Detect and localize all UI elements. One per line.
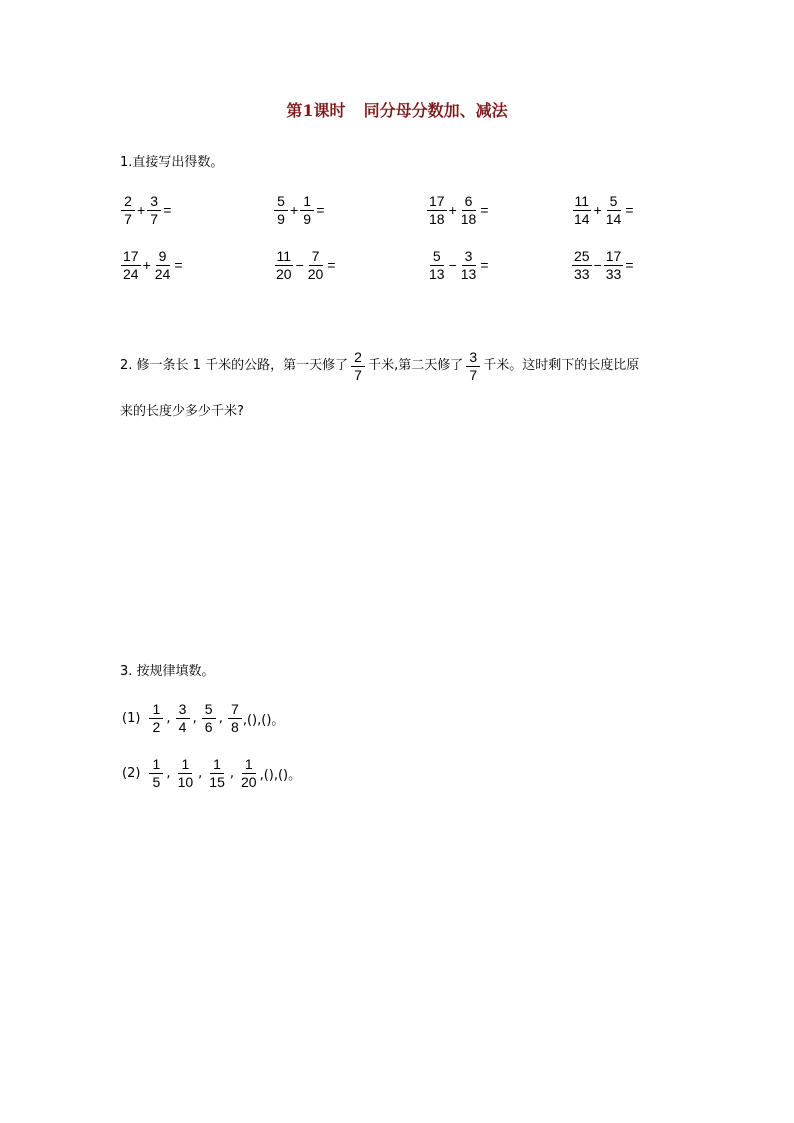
q2-problem xyxy=(120,346,639,386)
fraction-numerator: 1 xyxy=(178,756,192,774)
fraction-denominator: 13 xyxy=(460,265,477,282)
operand-fraction xyxy=(147,193,161,228)
sequence-label: (2) xyxy=(122,765,141,781)
fraction-denominator: 13 xyxy=(429,265,445,282)
q1-prompt: 1.直接写出得数。 xyxy=(120,155,224,170)
fraction-numerator: 17 xyxy=(605,247,622,264)
operand-fraction xyxy=(459,248,479,283)
sequence-fraction xyxy=(176,701,190,736)
blank-answers: ,(),()。 xyxy=(242,712,285,728)
fraction-denominator: 9 xyxy=(303,210,312,227)
q1-expression xyxy=(571,190,635,230)
equals-sign: = xyxy=(480,257,489,273)
q2-text-part2: 千米,第二天修了 xyxy=(368,358,464,373)
fraction-numerator: 1 xyxy=(210,756,224,774)
separator: , xyxy=(218,710,223,726)
sequence-fraction xyxy=(149,756,163,791)
fraction-denominator: 5 xyxy=(152,773,161,790)
fraction-numerator: 17 xyxy=(123,247,139,264)
q1-expression xyxy=(120,190,172,230)
equals-sign: = xyxy=(163,202,172,218)
fraction-denominator: 7 xyxy=(469,366,478,383)
fraction-numerator: 3 xyxy=(466,349,480,367)
fraction-numerator: 25 xyxy=(574,247,590,264)
operator-sign: + xyxy=(290,202,299,218)
fraction-numerator: 7 xyxy=(309,248,323,266)
operand-fraction xyxy=(153,248,173,283)
q3-sequence-1 xyxy=(122,698,284,738)
operand-fraction xyxy=(300,193,314,228)
q1-expression xyxy=(273,190,325,230)
operator-sign: − xyxy=(295,257,304,273)
lesson-topic: 同分母分数加、减法 xyxy=(363,101,508,120)
equals-sign: = xyxy=(174,257,183,273)
fraction-numerator: 9 xyxy=(156,248,170,266)
fraction-denominator: 24 xyxy=(154,265,171,282)
fraction-denominator: 33 xyxy=(574,265,590,282)
fraction-numerator: 2 xyxy=(121,193,135,211)
blank-answers: ,(),()。 xyxy=(259,767,302,783)
q2-text-line2: 来的长度少多少千米? xyxy=(120,404,244,419)
fraction-denominator: 2 xyxy=(152,718,161,735)
fraction-denominator: 18 xyxy=(460,210,477,227)
separator: , xyxy=(229,765,234,781)
fraction-denominator: 14 xyxy=(605,210,622,227)
addend-fraction xyxy=(572,193,592,228)
addend-fraction xyxy=(121,248,141,283)
q2-fraction-first-day xyxy=(351,349,365,384)
operator-sign: + xyxy=(142,257,151,273)
equals-sign: = xyxy=(625,202,634,218)
sequence-fraction xyxy=(207,756,227,791)
equals-sign: = xyxy=(480,202,489,218)
operator-sign: − xyxy=(448,257,457,273)
fraction-numerator: 3 xyxy=(176,701,190,719)
fraction-numerator: 3 xyxy=(462,248,476,266)
fraction-denominator: 10 xyxy=(177,773,194,790)
separator: , xyxy=(192,710,197,726)
q2-text-part1: 2. 修一条长 1 千米的公路，第一天修了 xyxy=(120,358,349,373)
q1-expression xyxy=(120,245,184,285)
sequence-fraction xyxy=(149,701,163,736)
q1-expression xyxy=(426,190,490,230)
fraction-denominator: 20 xyxy=(241,773,257,790)
fraction-numerator: 5 xyxy=(274,193,288,211)
q1-expression xyxy=(571,245,635,285)
fraction-numerator: 1 xyxy=(242,756,256,774)
fraction-numerator: 1 xyxy=(149,756,163,774)
sequence-fraction xyxy=(228,701,242,736)
sequence-fraction xyxy=(202,701,216,736)
addend-fraction xyxy=(427,193,447,228)
addend-fraction xyxy=(572,248,592,283)
fraction-numerator: 5 xyxy=(607,193,621,211)
fraction-numerator: 17 xyxy=(429,192,445,209)
equals-sign: = xyxy=(316,202,325,218)
fraction-denominator: 20 xyxy=(307,265,324,282)
fraction-numerator: 1 xyxy=(149,701,163,719)
fraction-denominator: 20 xyxy=(276,265,292,282)
page-title xyxy=(0,98,794,121)
fraction-denominator: 7 xyxy=(150,210,159,227)
addend-fraction xyxy=(274,193,288,228)
fraction-denominator: 7 xyxy=(354,366,362,383)
fraction-numerator: 6 xyxy=(462,193,476,211)
fraction-numerator: 2 xyxy=(351,349,365,367)
operator-sign: + xyxy=(137,202,146,218)
operand-fraction xyxy=(604,248,624,283)
fraction-numerator: 3 xyxy=(147,193,161,211)
separator: , xyxy=(166,765,171,781)
equals-sign: = xyxy=(327,257,336,273)
operand-fraction xyxy=(459,193,479,228)
fraction-numerator: 7 xyxy=(228,701,242,719)
operator-sign: + xyxy=(448,202,457,218)
addend-fraction xyxy=(274,248,294,283)
fraction-denominator: 18 xyxy=(429,210,445,227)
operator-sign: − xyxy=(593,257,602,273)
operand-fraction xyxy=(604,193,624,228)
separator: , xyxy=(166,710,171,726)
addend-fraction xyxy=(121,193,135,228)
fraction-denominator: 6 xyxy=(204,718,213,735)
sequence-fraction xyxy=(239,756,259,791)
separator: , xyxy=(198,765,203,781)
q3-sequence-2 xyxy=(122,753,301,793)
q3-prompt: 3. 按规律填数。 xyxy=(120,664,215,679)
fraction-numerator: 1 xyxy=(300,193,314,211)
q1-expression xyxy=(426,245,490,285)
fraction-denominator: 24 xyxy=(123,265,139,282)
q2-text-part3: 千米。这时剩下的长度比原 xyxy=(483,358,640,373)
fraction-denominator: 14 xyxy=(574,210,590,227)
fraction-numerator: 11 xyxy=(276,247,292,264)
fraction-numerator: 5 xyxy=(202,701,216,719)
fraction-denominator: 33 xyxy=(605,265,622,282)
equals-sign: = xyxy=(625,257,634,273)
lesson-number: 第1课时 xyxy=(286,101,346,120)
fraction-denominator: 9 xyxy=(277,210,285,227)
fraction-denominator: 7 xyxy=(124,210,132,227)
operand-fraction xyxy=(306,248,326,283)
operator-sign: + xyxy=(593,202,602,218)
sequence-fraction xyxy=(176,756,196,791)
fraction-numerator: 5 xyxy=(430,248,444,266)
q1-expression xyxy=(273,245,337,285)
sequence-label: (1) xyxy=(122,710,141,726)
q2-fraction-second-day xyxy=(466,349,480,384)
fraction-denominator: 8 xyxy=(230,718,239,735)
fraction-denominator: 4 xyxy=(178,718,187,735)
fraction-denominator: 15 xyxy=(209,773,225,790)
fraction-numerator: 11 xyxy=(574,192,590,209)
addend-fraction xyxy=(427,248,447,283)
